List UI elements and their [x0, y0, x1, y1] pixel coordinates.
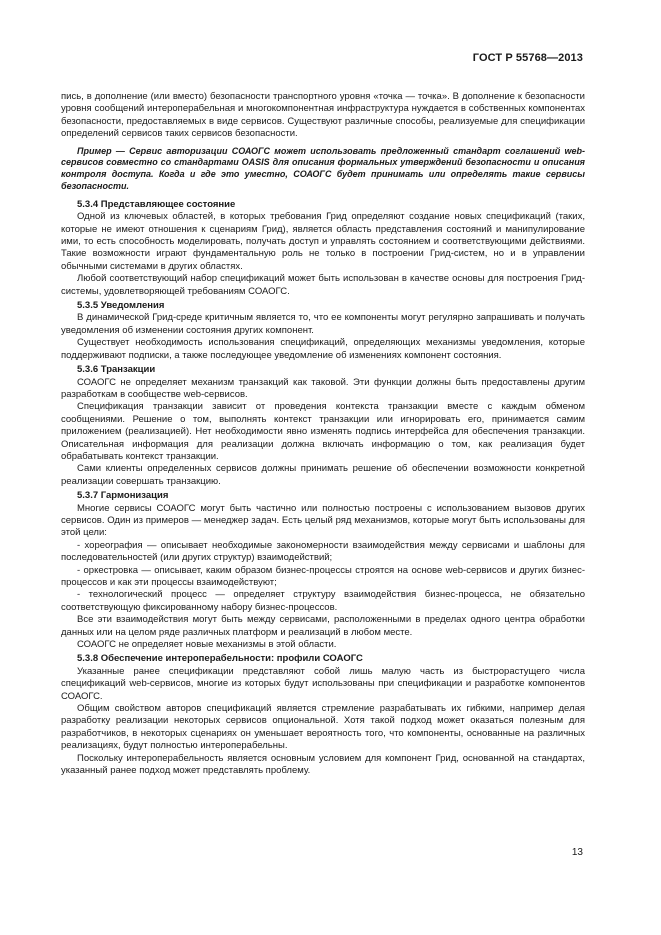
paragraph: пись, в дополнение (или вместо) безопасности транспортного уровня «точка — точка». В дополнение к безопасности уровня сообщений интероперабельная и многокомпонентная инфраструктура нуждается в собственных компонентах безопасности, предоставляемых в виде сервисов. Существуют различные способы, реализуемые для спецификации определений сервисов таких сервисов безопасности.: [61, 91, 585, 140]
section-heading: 5.3.6 Транзакции: [77, 364, 156, 376]
list-item: - хореография — описывает необходимые закономерности взаимодействия между сервисами и шаблоны для последовательностей (или других структур) взаимодействий;: [61, 539, 585, 564]
example-note: Пример — Сервис авторизации СОАОГС может использовать предложенный стандарт соглашений web-сервисов совместно со стандартами OASIS для описания формальных утверждений безопасности и описания контроля доступа. Когда и где это уместно, СОАОГС будет принимать или определять такие сервисы безопасности.: [61, 145, 585, 192]
section-heading: 5.3.4 Представляющее состояние: [77, 198, 236, 210]
paragraph: Одной из ключевых областей, в которых требования Грид определяют создание новых спецификаций (таких, которые не имеют отношения к сценариям Грид), является область представления состояний и манипулирование ими, то есть способность моделировать, получать доступ и управлять состоянием и соответствующими действиями. Такие возможности играют фундаментальную роль не только в построении Грид-систем, но и в управлении обычными системами в других областях.: [61, 211, 585, 272]
paragraph: Общим свойством авторов спецификаций является стремление разрабатывать их гибкими, например делая разработку реализации некоторых сервисов опциональной. Хотя такой подход может оказаться полезным для разработчиков, в некоторых сценариях он уменьшает вероятность того, что компоненты, основанные на различных реализациях, будут полностью интероперабельны.: [61, 703, 585, 752]
list-item: - технологический процесс — определяет структуру взаимодействия бизнес-процесса, не обязательно соответствующую фиксированному набору бизнес-процессов.: [61, 589, 585, 613]
section-heading: 5.3.7 Гармонизация: [77, 490, 169, 502]
list-item: - оркестровка — описывает, каким образом бизнес-процессы строятся на основе web-сервисов и других бизнес-процессов и как эти процессы взаимодействуют;: [61, 564, 585, 588]
paragraph: Существует необходимость использования спецификаций, определяющих механизмы уведомления, которые поддерживают подписки, а также последующее уведомление об изменениях компонент состояния.: [61, 337, 585, 361]
paragraph: В динамической Грид-среде критичным является то, что ее компоненты могут регулярно запрашивать и получать уведомления об изменении состояния других компонент.: [61, 312, 585, 336]
paragraph: Все эти взаимодействия могут быть между сервисами, расположенными в пределах одного центра обработки данных или на целом ряде различных платформ и реализаций в любом месте.: [61, 614, 585, 638]
section-heading: 5.3.8 Обеспечение интероперабельности: профили СОАОГС: [77, 653, 363, 665]
paragraph: Указанные ранее спецификации представляют собой лишь малую часть из быстрорастущего числа спецификаций web-сервисов, многие из которых будут использованы при спецификации и разработке компонентов СОАОГС.: [61, 665, 585, 702]
paragraph: СОАОГС не определяет механизм транзакций как таковой. Эти функции должны быть предоставлены другим разработкам в сообществе web-сервисов.: [61, 376, 585, 400]
document-header: ГОСТ Р 55768—2013: [472, 52, 583, 64]
paragraph: Любой соответствующий набор спецификаций может быть использован в качестве основы для построения Грид-системы, удовлетворяющей требованиям СОАОГС.: [61, 273, 585, 297]
paragraph: Многие сервисы СОАОГС могут быть частично или полностью построены с использованием вызовов других сервисов. Один из примеров — менеджер задач. Есть целый ряд механизмов, которые могут быть использованы для этой цели:: [61, 502, 585, 539]
page-body: [61, 91, 585, 778]
paragraph: Спецификация транзакции зависит от проведения контекста транзакции вместе с каждым обменом сообщениями. Решение о том, выполнять контекст транзакции или игнорировать его, принимается самим приложением (реализацией). Нет необходимости явно изменять подпись интерфейса для обеспечения транзакции. Описательная информация для реализации должна включать информацию о том, как реализация будет обрабатывать контекст транзакции.: [61, 401, 585, 462]
page-number: 13: [571, 847, 583, 858]
section-heading: 5.3.5 Уведомления: [77, 300, 165, 312]
paragraph: Сами клиенты определенных сервисов должны принимать решение об обеспечении возможности конкретной реализации совершать транзакцию.: [61, 463, 585, 487]
paragraph: Поскольку интероперабельность является основным условием для компонент Грид, основанной на стандартах, указанный ранее подход может представлять проблему.: [61, 752, 585, 777]
paragraph: СОАОГС не определяет новые механизмы в этой области.: [77, 639, 337, 651]
